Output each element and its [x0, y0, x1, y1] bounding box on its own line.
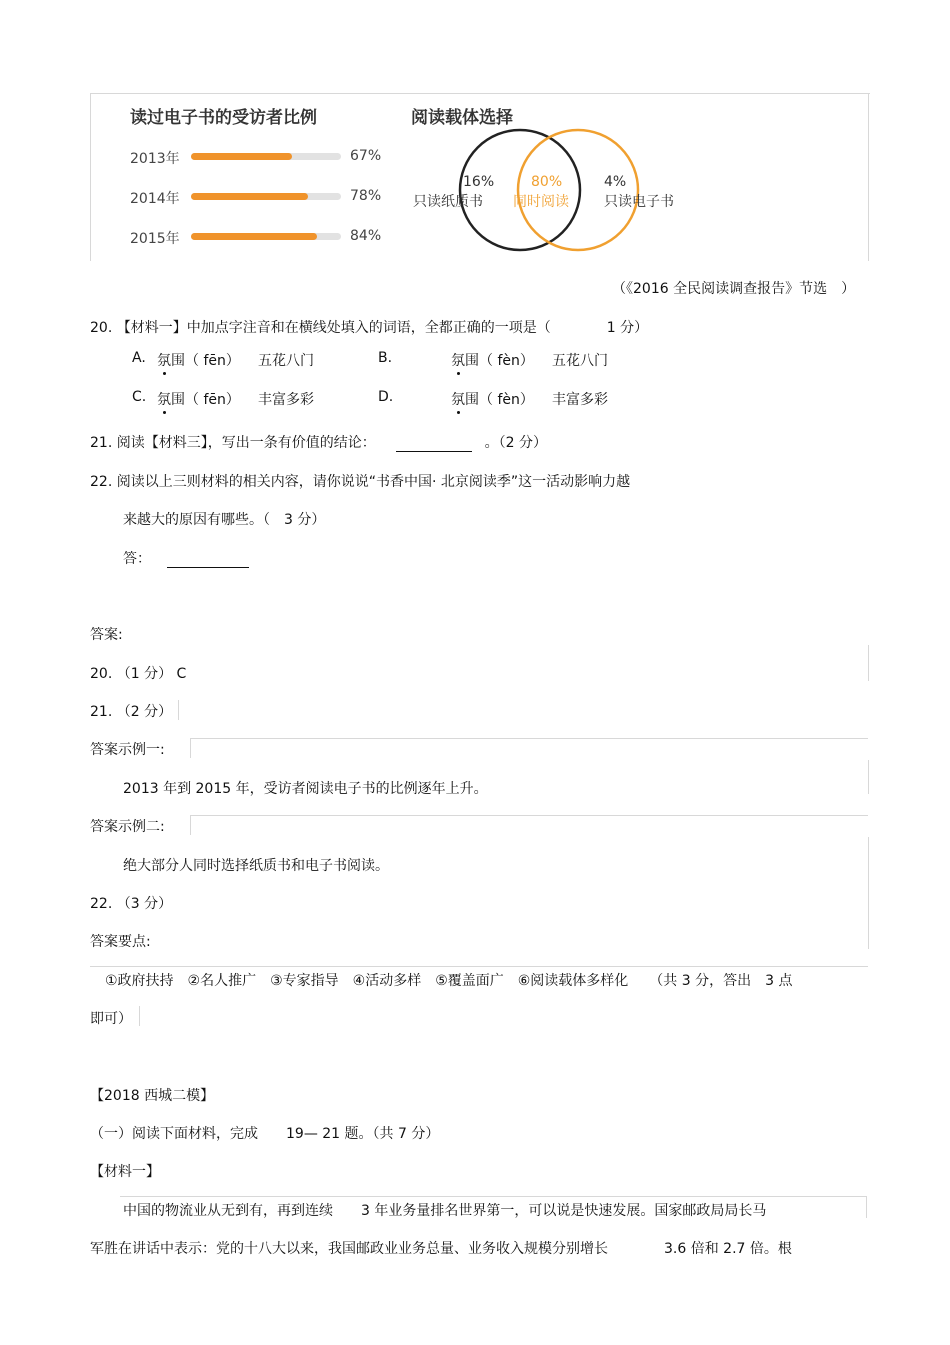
- pinyin-annotation: 围（ fèn）: [465, 392, 534, 408]
- bar-track: [191, 193, 341, 200]
- bar-track: [191, 153, 341, 160]
- option-letter: A.: [132, 350, 146, 366]
- option-letter: C.: [132, 389, 147, 405]
- section-header: 【2018 西城二模】: [90, 1088, 215, 1104]
- answer-example-2-label: 答案示例二:: [90, 819, 165, 835]
- bar-value-label: 84%: [350, 228, 382, 244]
- venn-right-pct: 4%: [604, 174, 627, 190]
- material-para-line1: 中国的物流业从无到有，再到连续 3 年业务量排名世界第一，可以说是快速发展。国家邮政局局长马: [123, 1203, 767, 1219]
- option-phrase: [157, 389, 240, 409]
- answer-20: 20. （1 分） C: [90, 666, 187, 682]
- dotted-character: 氛: [157, 353, 171, 369]
- pinyin-annotation: 围（ fēn）: [171, 353, 240, 369]
- q21-score: 。（2 分）: [484, 435, 547, 451]
- answer-points-line2: 即可）: [90, 1011, 132, 1027]
- bar-value-label: 67%: [350, 148, 382, 164]
- bar-chart-title: 读过电子书的受访者比例: [130, 108, 317, 128]
- ebook-circle: [518, 130, 638, 250]
- q22-line1: 22. 阅读以上三则材料的相关内容，请你说说“书香中国· 北京阅读季”这一活动影响力越: [90, 474, 631, 490]
- bar-fill: [191, 233, 317, 240]
- q20-stem: 20. 【材料一】中加点字注音和在横线处填入的词语，全都正确的一项是（ 1 分）: [90, 320, 649, 336]
- answer-example-1-label: 答案示例一:: [90, 742, 165, 758]
- option-phrase: [157, 350, 240, 370]
- option-phrase: [451, 350, 534, 370]
- option-letter: B.: [378, 350, 393, 366]
- option-letter: D.: [378, 389, 394, 405]
- bar-year-label: 2013年: [130, 151, 180, 167]
- answers-heading: 答案:: [90, 627, 123, 643]
- q22-answer-line: [123, 548, 249, 568]
- option-fill-word: 丰富多彩: [552, 392, 608, 408]
- answer-example-1-text: 2013 年到 2015 年，受访者阅读电子书的比例逐年上升。: [123, 781, 488, 797]
- paper-circle: [460, 130, 580, 250]
- venn-center-label: 同时阅读: [513, 194, 569, 210]
- bar-fill: [191, 153, 292, 160]
- q22-answer-label: 答：: [123, 551, 151, 567]
- pinyin-annotation: 围（ fèn）: [465, 353, 534, 369]
- bar-year-label: 2014年: [130, 191, 180, 207]
- venn-left-pct: 16%: [463, 174, 495, 190]
- q21-answer-blank[interactable]: [396, 435, 472, 452]
- option-fill-word: 五花八门: [552, 353, 608, 369]
- bar-fill: [191, 193, 308, 200]
- answer-example-2-text: 绝大部分人同时选择纸质书和电子书阅读。: [123, 858, 389, 874]
- option-fill-word: 五花八门: [258, 353, 314, 369]
- option-fill-word: 丰富多彩: [258, 392, 314, 408]
- dotted-character: 氛: [157, 392, 171, 408]
- option-phrase: [451, 389, 534, 409]
- answer-22: 22. （3 分）: [90, 896, 173, 912]
- venn-center-pct: 80%: [531, 174, 563, 190]
- figure-source: （《2016 全民阅读调查报告》节选 ）: [612, 281, 856, 297]
- material-label: 【材料一】: [90, 1164, 160, 1180]
- pinyin-annotation: 围（ fēn）: [171, 392, 240, 408]
- q21-line: [90, 432, 547, 452]
- answer-points-label: 答案要点:: [90, 934, 151, 950]
- q22-answer-blank[interactable]: [167, 551, 249, 568]
- bar-track: [191, 233, 341, 240]
- material-para-line2: 军胜在讲话中表示：党的十八大以来，我国邮政业业务总量、业务收入规模分别增长 3.6 倍和 2.7 倍。根: [90, 1241, 792, 1257]
- section-instruction: （一）阅读下面材料，完成 19— 21 题。（共 7 分）: [90, 1126, 440, 1142]
- venn-left-label: 只读纸质书: [413, 194, 483, 210]
- bar-value-label: 78%: [350, 188, 382, 204]
- q22-line2: 来越大的原因有哪些。（ 3 分）: [123, 512, 326, 528]
- answer-21: 21. （2 分）: [90, 704, 173, 720]
- dotted-character: 氛: [451, 392, 465, 408]
- venn-title: 阅读载体选择: [411, 108, 513, 128]
- bar-year-label: 2015年: [130, 231, 180, 247]
- answer-points-line1: ①政府扶持 ②名人推广 ③专家指导 ④活动多样 ⑤覆盖面广 ⑥阅读载体多样化 （共 3 分，答出 3 点: [105, 973, 793, 989]
- q21-text: 21. 阅读【材料三】，写出一条有价值的结论：: [90, 435, 376, 451]
- dotted-character: 氛: [451, 353, 465, 369]
- venn-right-label: 只读电子书: [604, 194, 674, 210]
